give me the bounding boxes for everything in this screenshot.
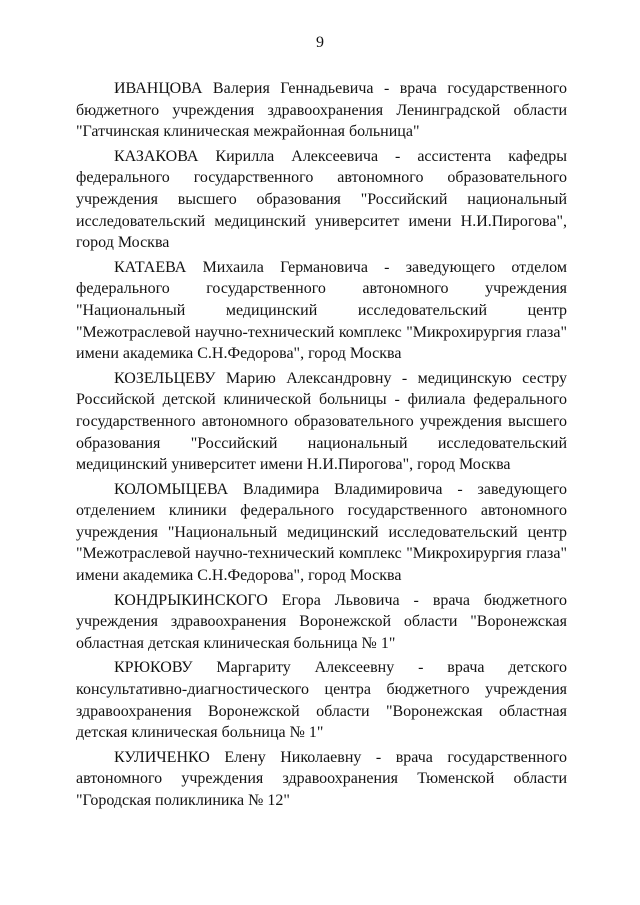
list-item: КОЛОМЫЦЕВА Владимира Владимировича - заведующего отделением клиники федерального государственного автономного учреждения "Национальный медицинский исследовательский центр "Межотраслевой научно-технический комплекс "Микрохирургия глаза" имени академика С.Н.Федорова", город Москва [76, 480, 567, 585]
list-item: КУЛИЧЕНКО Елену Николаевну - врача государственного автономного учреждения здравоохранения Тюменской области "Городская поликлиника № 12" [76, 748, 567, 809]
page-number: 9 [316, 34, 324, 51]
list-item: КАЗАКОВА Кирилла Алексеевича - ассистента кафедры федерального государственного автономного образовательного учреждения высшего образования "Российский национальный исследовательский медицинский университет имени Н.И.Пирогова", город Москва [76, 147, 567, 252]
list-item: КРЮКОВУ Маргариту Алексеевну - врача детского консультативно-диагностического центра бюджетного учреждения здравоохранения Воронежской области "Воронежская областная детская клиническая больница № 1" [76, 659, 567, 742]
list-item: КОЗЕЛЬЦЕВУ Марию Александровну - медицинскую сестру Российской детской клинической больницы - филиала федерального государственного автономного образовательного учреждения высшего образования "Российский национальный исследовательский медицинский университет имени Н.И.Пирогова", город Москва [76, 369, 567, 474]
list-item: КАТАЕВА Михаила Германовича - заведующего отделом федерального государственного автономного учреждения "Национальный медицинский исследовательский центр "Межотраслевой научно-технический комплекс "Микрохирургия глаза" имени академика С.Н.Федорова", город Москва [76, 258, 567, 363]
list-item: КОНДРЫКИНСКОГО Егора Львовича - врача бюджетного учреждения здравоохранения Воронежской области "Воронежская областная детская клиническая больница № 1" [76, 591, 567, 652]
award-list [76, 78, 567, 815]
list-item: ИВАНЦОВА Валерия Геннадьевича - врача государственного бюджетного учреждения здравоохранения Ленинградской области "Гатчинская клиническая межрайонная больница" [76, 80, 567, 141]
